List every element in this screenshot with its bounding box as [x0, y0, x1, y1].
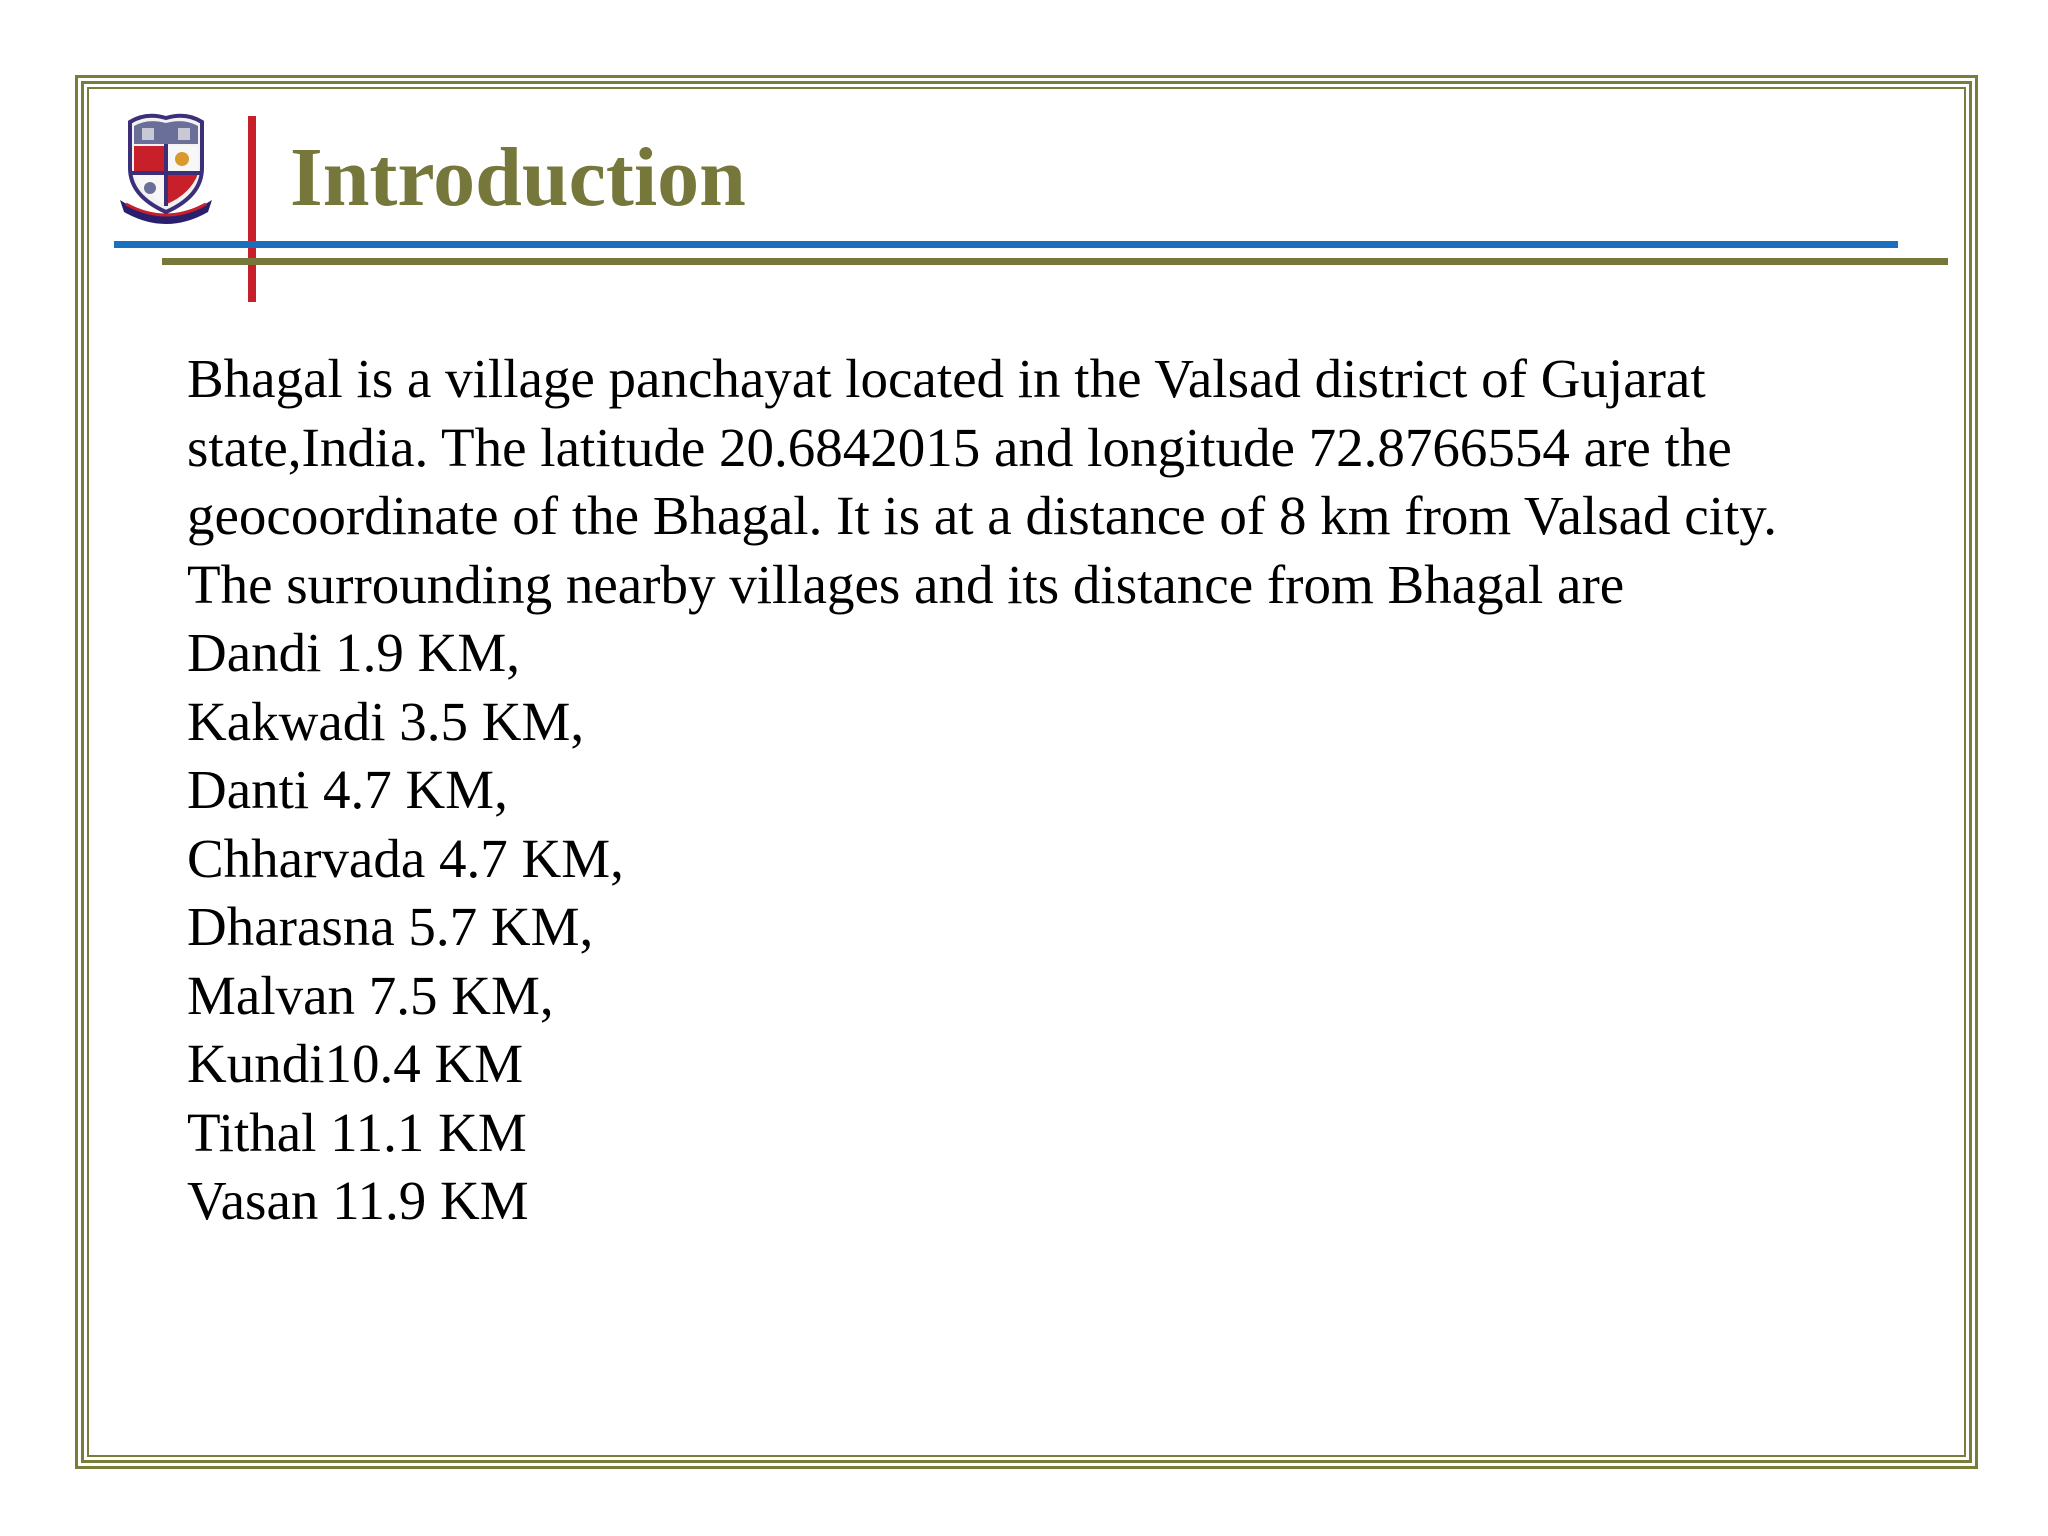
intro-line: Bhagal is a village panchayat located in the Valsad district of Gujarat: [187, 348, 1706, 409]
slide-body: [187, 345, 1907, 1236]
intro-line: state,India. The latitude 20.6842015 and longitude 72.8766554 are the: [187, 416, 1732, 478]
intro-line: geocoordinate of the Bhagal. It is at a distance of 8 km from Valsad city.: [187, 485, 1777, 546]
list-item: Kakwadi 3.5 KM,: [187, 690, 585, 752]
list-item: Vasan 11.9 KM: [187, 1170, 529, 1231]
title-rule-blue: [114, 241, 1898, 248]
list-item: Tithal 11.1 KM: [187, 1101, 527, 1163]
list-item: Dandi 1.9 KM,: [187, 622, 521, 683]
list-item: Malvan 7.5 KM,: [187, 964, 554, 1026]
list-item: Danti 4.7 KM,: [187, 759, 508, 820]
list-item: Dharasna 5.7 KM,: [187, 896, 594, 957]
title-rule-olive: [162, 258, 1948, 265]
nearby-villages-list: [187, 619, 1907, 1236]
university-crest-icon: [116, 108, 216, 228]
title-accent-bar: [248, 116, 256, 302]
slide-title: Introduction: [290, 131, 746, 224]
list-item: Chharvada 4.7 KM,: [187, 827, 624, 889]
intro-line: The surrounding nearby villages and its distance from Bhagal are: [187, 553, 1625, 615]
list-item: Kundi10.4 KM: [187, 1033, 524, 1094]
